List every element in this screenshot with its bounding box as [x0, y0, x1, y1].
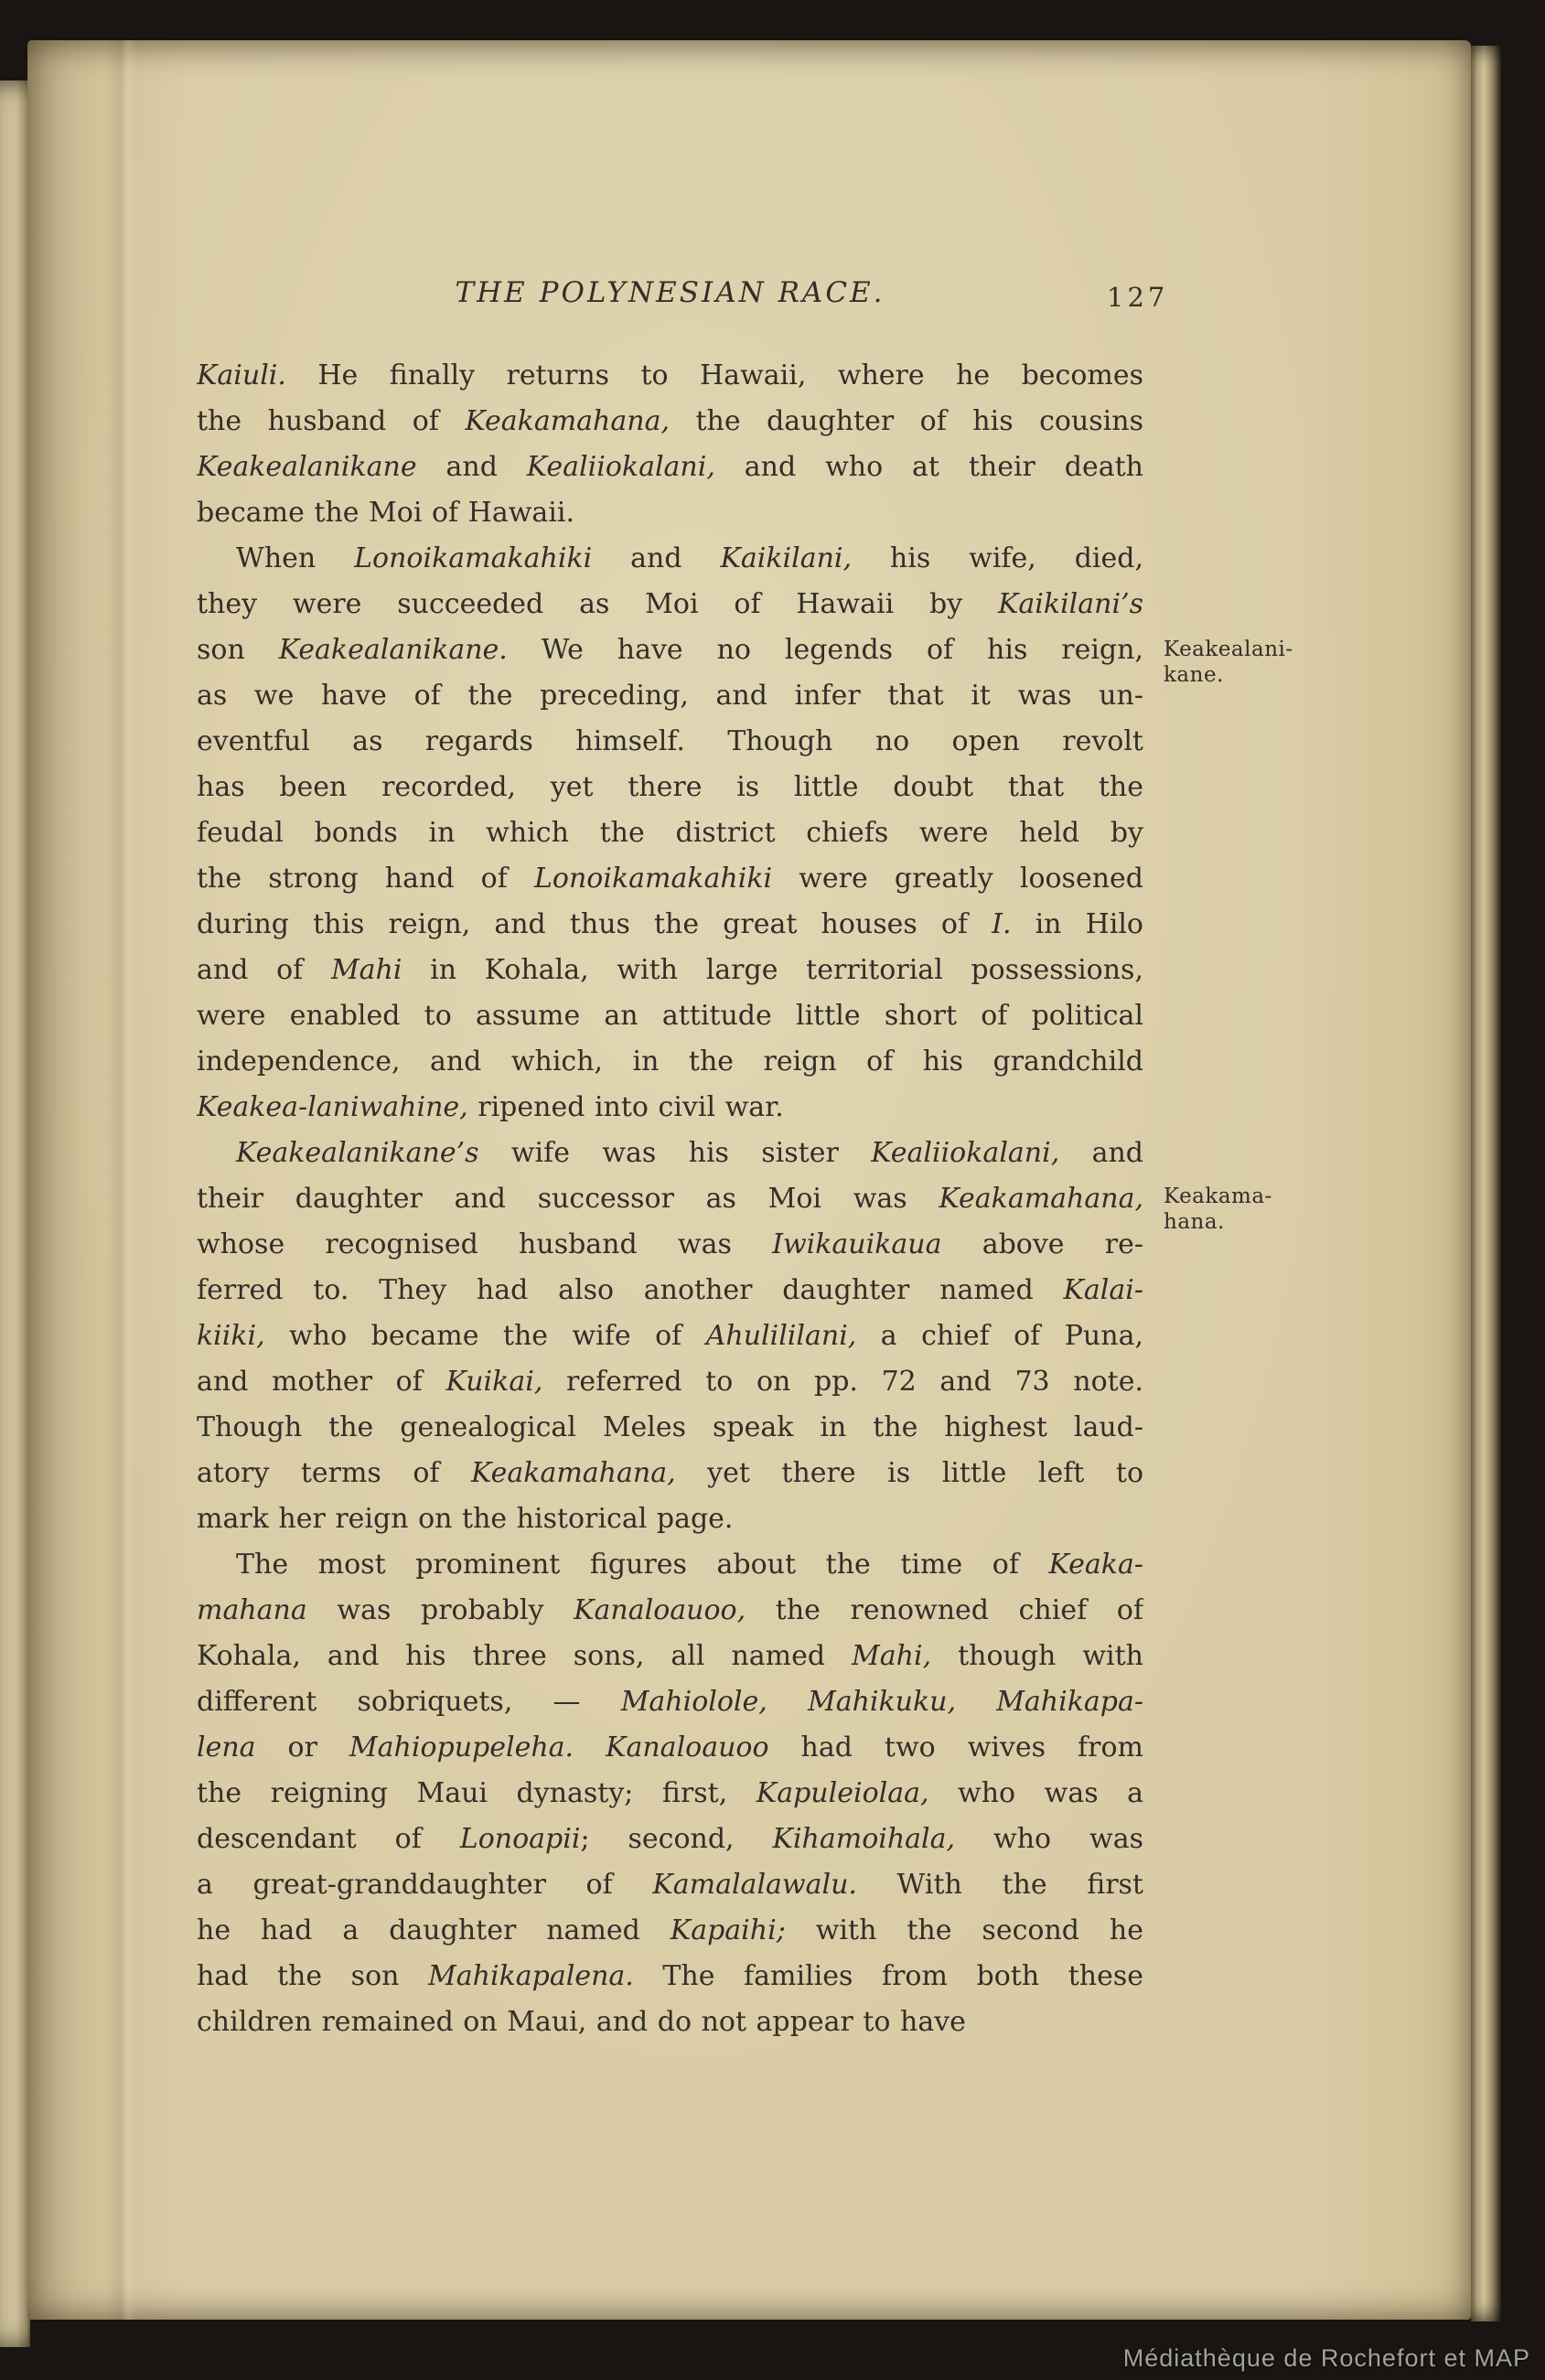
text-line: a great-granddaughter of Kamalalawalu. With the first [197, 1869, 1143, 1901]
text-line: feudal bonds in which the district chiefs were held by [197, 817, 1143, 849]
text-line: ferred to. They had also another daughter named Kalai- [197, 1274, 1143, 1306]
underlying-page-edge [0, 80, 30, 2347]
text-line: whose recognised husband was Iwikauikaua above re- [197, 1228, 1143, 1260]
text-line: they were succeeded as Moi of Hawaii by Kaikilani’s [197, 588, 1143, 620]
page-stack-edge [1471, 46, 1501, 2321]
text-line: Though the genealogical Meles speak in the highest laud- [197, 1411, 1143, 1443]
page-title: THE POLYNESIAN RACE. [455, 276, 885, 309]
text-line: different sobriquets, — Mahiolole, Mahikuku, Mahikapa- [197, 1686, 1143, 1718]
text-line: were enabled to assume an attitude little short of political [197, 1000, 1143, 1032]
text-line: Keakealanikane and Kealiiokalani, and who at their death [197, 451, 1143, 483]
text-line: he had a daughter named Kapaihi; with the second he [197, 1914, 1143, 1946]
page-number: 127 [1107, 282, 1169, 313]
margin-note-line: hana. [1164, 1210, 1225, 1234]
book-page [27, 40, 1471, 2320]
watermark: Médiathèque de Rochefort et MAP [1122, 2344, 1530, 2372]
text-line: eventful as regards himself. Though no open revolt [197, 725, 1143, 757]
text-line: and mother of Kuikai, referred to on pp. 72 and 73 note. [197, 1366, 1143, 1398]
text-line: Kohala, and his three sons, all named Mahi, though with [197, 1640, 1143, 1672]
margin-note-line: Keakama- [1164, 1185, 1272, 1208]
text-line: descendant of Lonoapii; second, Kihamoihala, who was [197, 1823, 1143, 1855]
text-line: Kaiuli. He finally returns to Hawaii, where he becomes [197, 359, 1143, 391]
margin-note-line: Keakealani- [1164, 638, 1293, 661]
text-line: son Keakealanikane. We have no legends of his reign, [197, 634, 1143, 666]
text-line: When Lonoikamakahiki and Kaikilani, his wife, died, [236, 542, 1143, 574]
text-line: and of Mahi in Kohala, with large territorial possessions, [197, 954, 1143, 986]
text-line: as we have of the preceding, and infer that it was un- [197, 680, 1143, 712]
margin-note-line: kane. [1164, 663, 1224, 687]
text-line: became the Moi of Hawaii. [197, 497, 574, 529]
text-line: atory terms of Keakamahana, yet there is little left to [197, 1457, 1143, 1489]
text-line: during this reign, and thus the great houses of I. in Hilo [197, 908, 1143, 940]
text-line: independence, and which, in the reign of his grandchild [197, 1045, 1143, 1077]
margin-note [1164, 637, 1328, 688]
text-line: kiiki, who became the wife of Ahulililani, a chief of Puna, [197, 1320, 1143, 1352]
text-line: the husband of Keakamahana, the daughter of his cousins [197, 405, 1143, 437]
text-line: The most prominent figures about the time of Keaka- [236, 1549, 1143, 1581]
text-line: lena or Mahiopupeleha. Kanaloauoo had two wives from [197, 1731, 1143, 1764]
text-line: mark her reign on the historical page. [197, 1503, 734, 1535]
text-line: Keakealanikane’s wife was his sister Kealiiokalani, and [236, 1137, 1143, 1169]
text-line: Keakea-laniwahine, ripened into civil war. [197, 1091, 784, 1123]
text-line: their daughter and successor as Moi was Keakamahana, [197, 1183, 1143, 1215]
text-block [197, 353, 1143, 2045]
text-line: the strong hand of Lonoikamakahiki were greatly loosened [197, 863, 1143, 895]
margin-note [1164, 1184, 1328, 1235]
text-line: has been recorded, yet there is little doubt that the [197, 771, 1143, 803]
running-head [197, 276, 1169, 318]
text-line: mahana was probably Kanaloauoo, the renowned chief of [197, 1594, 1143, 1626]
text-line: had the son Mahikapalena. The families from both these [197, 1960, 1143, 1992]
text-line: children remained on Maui, and do not appear to have [197, 2006, 966, 2038]
text-line: the reigning Maui dynasty; first, Kapuleiolaa, who was a [197, 1777, 1143, 1809]
